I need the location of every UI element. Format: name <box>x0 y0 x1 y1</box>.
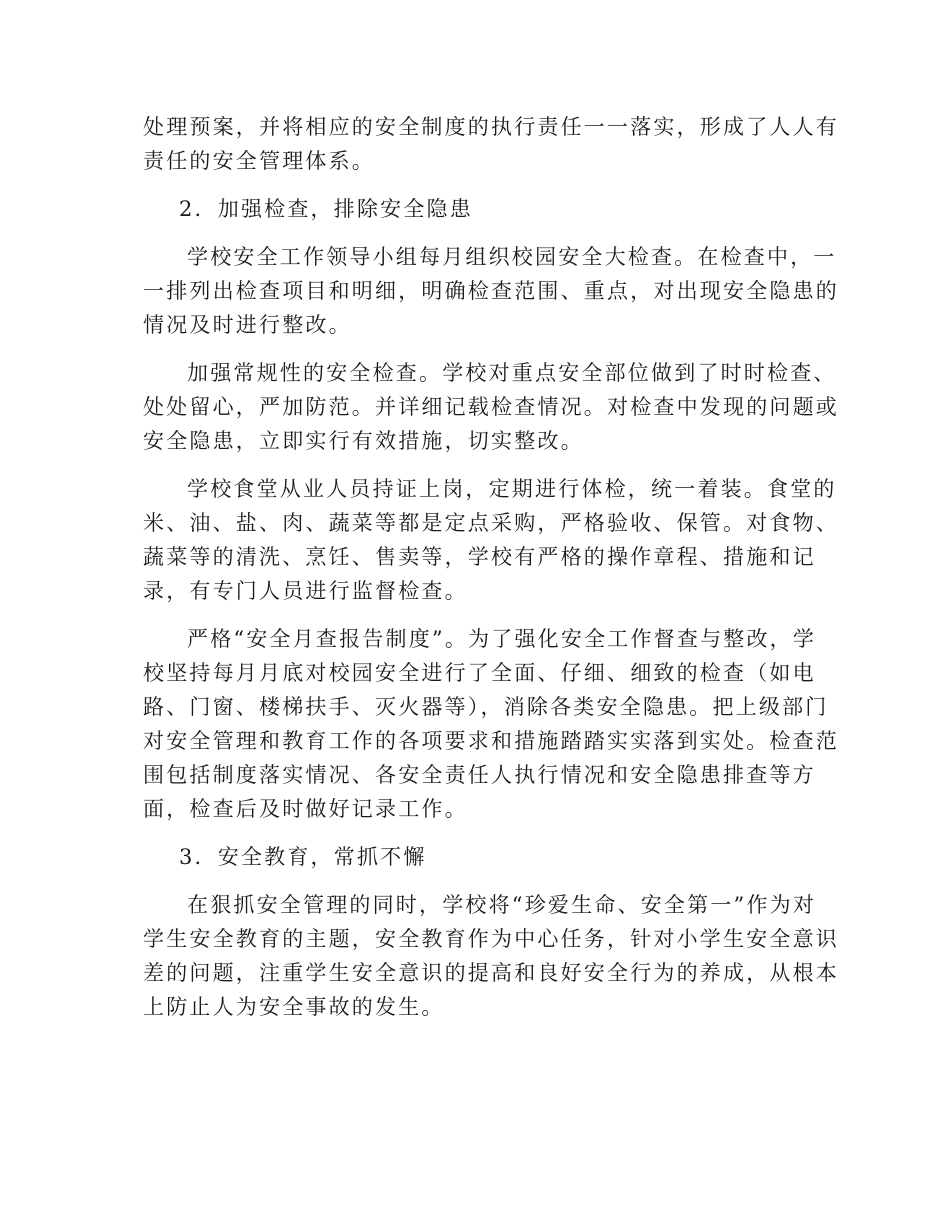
text-line: 上防止人为安全事故的发生。 <box>143 995 445 1019</box>
heading-text: 2．加强检查，排除安全隐患 <box>179 197 473 221</box>
text-line: 学生安全教育的主题，安全教育作为中心任务，针对小学生安全意识 <box>143 927 839 951</box>
paragraph-routine-inspection <box>143 356 839 458</box>
text-line: 围包括制度落实情况、各安全责任人执行情况和安全隐患排查等方 <box>143 763 816 787</box>
text-line: 路、门窗、楼梯扶手、灭火器等），消除各类安全隐患。把上级部门 <box>143 695 829 719</box>
text-line: 责任的安全管理体系。 <box>143 149 375 173</box>
text-line: 米、油、盐、肉、蔬菜等都是定点采购，严格验收、保管。对食物、 <box>143 511 839 535</box>
paragraph-canteen <box>143 472 839 608</box>
text-line: 录，有专门人员进行监督检查。 <box>143 579 468 603</box>
text-line: 安全隐患，立即实行有效措施，切实整改。 <box>143 429 584 453</box>
paragraph-safety-system <box>143 110 839 178</box>
text-line: 校坚持每月月底对校园安全进行了全面、仔细、细致的检查（如电 <box>143 661 816 685</box>
text-line: 处处留心，严加防范。并详细记载检查情况。对检查中发现的问题或 <box>143 395 839 419</box>
text-line: 情况及时进行整改。 <box>143 313 352 337</box>
section-heading-2 <box>143 192 813 226</box>
text-line: 加强常规性的安全检查。学校对重点安全部位做到了时时检查、 <box>187 361 837 385</box>
section-heading-3 <box>143 840 813 874</box>
text-line: 蔬菜等的清洗、烹饪、售卖等，学校有严格的操作章程、措施和记 <box>143 545 816 569</box>
text-line: 面，检查后及时做好记录工作。 <box>143 797 468 821</box>
text-line: 学校安全工作领导小组每月组织校园安全大检查。在检查中，一 <box>187 245 837 269</box>
paragraph-monthly-report <box>143 622 839 826</box>
paragraph-monthly-inspection <box>143 240 839 342</box>
text-line: 严格“安全月查报告制度”。为了强化安全工作督查与整改，学 <box>187 627 817 651</box>
heading-text: 3．安全教育，常抓不懈 <box>179 845 427 869</box>
paragraph-safety-education <box>143 888 839 1024</box>
text-line: 学校食堂从业人员持证上岗，定期进行体检，统一着装。食堂的 <box>187 477 837 501</box>
text-line: 差的问题，注重学生安全意识的提高和良好安全行为的养成，从根本 <box>143 961 839 985</box>
text-line: 处理预案，并将相应的安全制度的执行责任一一落实，形成了人人有 <box>143 115 839 139</box>
text-line: 对安全管理和教育工作的各项要求和措施踏踏实实落到实处。检查范 <box>143 729 839 753</box>
text-line: 在狠抓安全管理的同时，学校将“珍爱生命、安全第一”作为对 <box>187 893 817 917</box>
text-line: 一排列出检查项目和明细，明确检查范围、重点，对出现安全隐患的 <box>143 279 839 303</box>
document-body <box>143 110 839 1024</box>
